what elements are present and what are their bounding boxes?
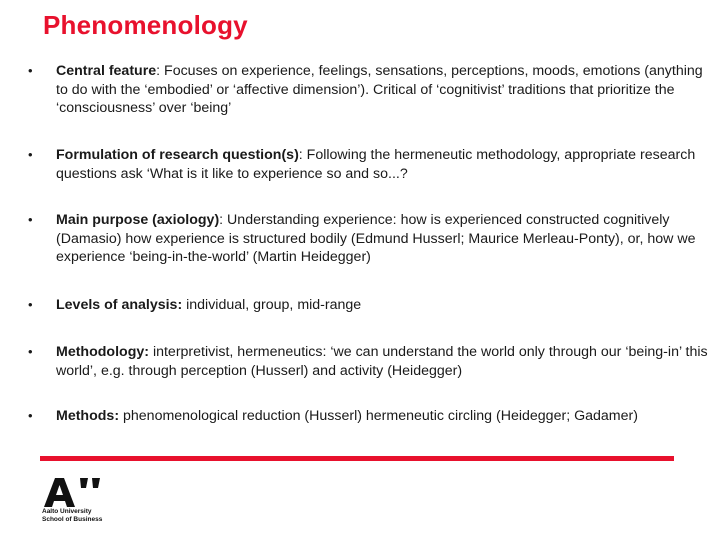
bullet-item-levels-of-analysis — [28, 296, 718, 315]
bullet-body: phenomenological reduction (Husserl) hermeneutic circling (Heidegger; Gadamer) — [119, 408, 638, 424]
bullet-heading: Formulation of research question(s) — [56, 147, 299, 163]
bullet-text — [56, 407, 718, 426]
bullet-text — [56, 296, 718, 315]
bullet-item-research-question — [28, 146, 718, 183]
bullet-body: : Focuses on experience, feelings, sensations, perceptions, moods, emotions (anything to do with the ‘embodied’ or ‘affective dimension’). Critical of ‘cognitivist’ traditions that prioritize the ‘consciousness’ over ‘being’ — [56, 63, 703, 116]
bullet-item-main-purpose — [28, 211, 718, 267]
logo-caption — [42, 508, 102, 523]
bullet-heading: Methodology: — [56, 344, 149, 360]
bullet-dot: • — [28, 147, 33, 162]
bullet-item-methodology — [28, 343, 718, 380]
bullet-heading: Methods: — [56, 408, 120, 424]
bullet-heading: Central feature — [56, 63, 157, 79]
bullet-heading: Levels of analysis: — [56, 297, 183, 313]
bullet-dot: • — [28, 408, 33, 423]
bullet-heading: Main purpose (axiology) — [56, 212, 220, 228]
accent-divider — [40, 456, 674, 461]
bullet-text — [56, 146, 718, 183]
bullet-body: : Following the hermeneutic methodology, appropriate research questions ask ‘What is it like to experience so and so...? — [56, 147, 696, 182]
bullet-dot: • — [28, 212, 33, 227]
logo-university-name: Aalto University — [42, 508, 92, 515]
bullet-body: interpretivist, hermeneutics: ‘we can understand the world only through our ‘being-in’ this world’, e.g. through perception (Husserl) and activity (Heidegger) — [56, 344, 708, 379]
bullet-text — [56, 62, 718, 118]
bullet-item-methods — [28, 407, 718, 426]
slide-title: Phenomenology — [43, 10, 248, 40]
bullet-dot: • — [28, 63, 33, 78]
bullet-text — [56, 211, 718, 267]
bullet-dot: • — [28, 344, 33, 359]
aalto-logo-icon — [42, 474, 132, 510]
bullet-item-central-feature — [28, 62, 718, 118]
bullet-text — [56, 343, 718, 380]
bullet-dot: • — [28, 297, 33, 312]
logo-school-name: School of Business — [42, 515, 103, 523]
bullet-body: : Understanding experience: how is experienced constructed cognitively (Damasio) how experience is structured bodily (Edmund Husserl; Maurice Merleau-Ponty), or, how we experience ‘being-in-the-world’ (Martin Heidegger) — [56, 212, 696, 265]
bullet-body: individual, group, mid-range — [182, 297, 362, 313]
